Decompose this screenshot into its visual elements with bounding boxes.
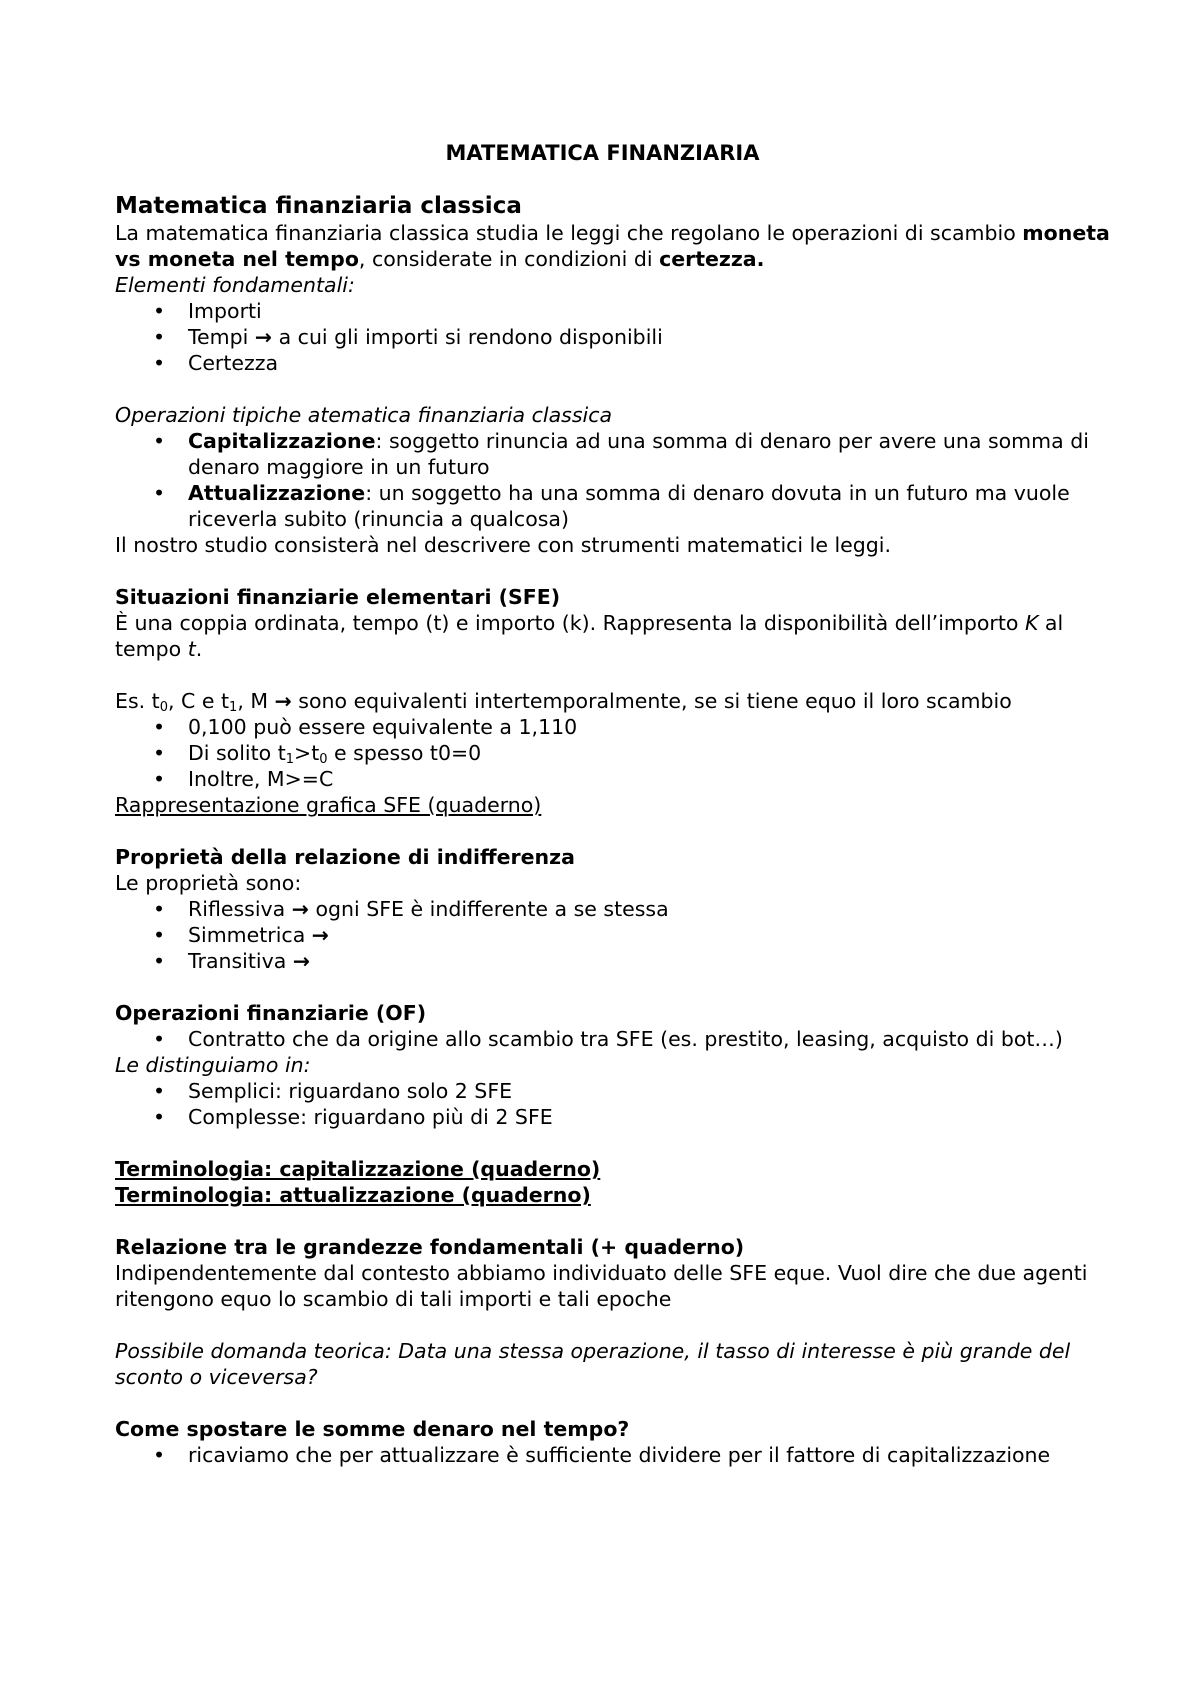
list-item-text: >t (294, 741, 320, 765)
example-text: Es. t (115, 689, 160, 713)
bullet-icon: • (153, 767, 166, 791)
section-heading-spostare: Come spostare le somme denaro nel tempo? (115, 1417, 630, 1441)
arrow-right-icon: → (311, 923, 329, 947)
distinguiamo-label: Le distinguiamo in: (115, 1053, 311, 1077)
section-heading-relazione: Relazione tra le grandezze fondamentali (+ quaderno) (115, 1235, 745, 1259)
operazioni-list (115, 428, 1120, 532)
document-title: MATEMATICA FINANZIARIA (445, 141, 760, 165)
list-item-text: Tempi (188, 325, 249, 349)
elementi-label: Elementi fondamentali: (115, 273, 355, 297)
section-heading-proprieta: Proprietà della relazione di indifferenza (115, 845, 575, 869)
bullet-icon: • (153, 429, 166, 453)
term-capitalizzazione: Capitalizzazione (188, 429, 376, 453)
list-item (115, 298, 1120, 324)
list-item-text: ogni SFE è indifferente a se stessa (315, 897, 669, 921)
bullet-icon: • (153, 325, 166, 349)
example-paragraph (115, 688, 1120, 714)
bullet-icon: • (153, 1027, 166, 1051)
bullet-icon: • (153, 923, 166, 947)
bullet-icon: • (153, 949, 166, 973)
bullet-icon: • (153, 715, 166, 739)
terminologia-attualizzazione: Terminologia: attualizzazione (quaderno) (115, 1183, 591, 1207)
intro-bold-certezza: certezza. (659, 247, 765, 271)
elementi-list (115, 298, 1120, 376)
of-list (115, 1026, 1120, 1052)
subscript: 1 (285, 752, 295, 767)
sfe-list (115, 714, 1120, 792)
conclusion-paragraph: Il nostro studio consisterà nel descrivere con strumenti matematici le leggi. (115, 533, 891, 557)
spostare-list (115, 1442, 1120, 1468)
list-item-text: Semplici: riguardano solo 2 SFE (188, 1079, 513, 1103)
intro-bold-term: moneta vs moneta nel tempo (115, 221, 1110, 271)
list-item-text: Importi (188, 299, 262, 323)
list-item (115, 896, 1120, 922)
definition-text: È una coppia ordinata, tempo (t) e importo (k). Rappresenta la disponibilità dell’importo (115, 611, 1025, 635)
proprieta-intro: Le proprietà sono: (115, 871, 302, 895)
subscript: 0 (319, 752, 328, 767)
bullet-icon: • (153, 741, 166, 765)
term-attualizzazione: Attualizzazione (188, 481, 366, 505)
list-item-text: Transitiva (188, 949, 287, 973)
list-item (115, 1078, 1120, 1104)
intro-text: La matematica finanziaria classica studia le leggi che regolano le operazioni di scambio (115, 221, 1023, 245)
intro-paragraph (115, 220, 1120, 272)
list-item (115, 480, 1120, 532)
list-item (115, 714, 1120, 740)
theory-question: Possibile domanda teorica: Data una stessa operazione, il tasso di interesse è più grande del sconto o viceversa? (115, 1339, 1071, 1389)
example-text: , C e t (168, 689, 230, 713)
bullet-icon: • (153, 299, 166, 323)
terminologia-capitalizzazione: Terminologia: capitalizzazione (quaderno) (115, 1157, 601, 1181)
list-item-text: e spesso t0=0 (327, 741, 482, 765)
list-item (115, 1442, 1120, 1468)
arrow-right-icon: → (254, 325, 273, 349)
list-item (115, 948, 1120, 974)
list-item-text: Inoltre, M>=C (188, 767, 334, 791)
arrow-right-icon: → (291, 897, 309, 921)
list-item (115, 740, 1120, 766)
list-item-text: Certezza (188, 351, 279, 375)
list-item-text: Riflessiva (188, 897, 286, 921)
arrow-right-icon: → (274, 689, 292, 713)
var-k: K (1024, 611, 1039, 635)
list-item (115, 324, 1120, 350)
var-t: t (187, 637, 196, 661)
bullet-icon: • (153, 1079, 166, 1103)
relazione-body: Indipendentemente dal contesto abbiamo individuato delle SFE eque. Vuol dire che due agenti ritengono equo lo scambio di tali importi e tali epoche (115, 1261, 1088, 1311)
list-item-text: Complesse: riguardano più di 2 SFE (188, 1105, 553, 1129)
list-item-text: : soggetto rinuncia ad una somma di denaro per avere una somma di denaro maggiore in un futuro (188, 429, 1089, 479)
example-text: , M (237, 689, 269, 713)
bullet-icon: • (153, 1105, 166, 1129)
list-item-text: Contratto che da origine allo scambio tra SFE (es. prestito, leasing, acquisto di bot…) (188, 1027, 1063, 1051)
list-item-text: 0,100 può essere equivalente a 1,110 (188, 715, 578, 739)
subscript: 1 (229, 700, 238, 715)
intro-text-mid: , considerate in condizioni di (358, 247, 660, 271)
list-item-text: : un soggetto ha una somma di denaro dovuta in un futuro ma vuole riceverla subito (rinuncia a qualcosa) (188, 481, 1070, 531)
list-item-text: Di solito t (188, 741, 286, 765)
list-item (115, 922, 1120, 948)
list-item-text: a cui gli importi si rendono disponibili (278, 325, 663, 349)
list-item (115, 1104, 1120, 1130)
of-types-list (115, 1078, 1120, 1130)
list-item (115, 766, 1120, 792)
definition-text: . (195, 637, 203, 661)
example-text: sono equivalenti intertemporalmente, se si tiene equo il loro scambio (298, 689, 1012, 713)
sfe-graphic-note: Rappresentazione grafica SFE (quaderno) (115, 793, 542, 817)
bullet-icon: • (153, 481, 166, 505)
bullet-icon: • (153, 1443, 166, 1467)
subscript: 0 (159, 700, 168, 715)
bullet-icon: • (153, 897, 166, 921)
list-item-text: Simmetrica (188, 923, 306, 947)
operazioni-label: Operazioni tipiche atematica finanziaria classica (115, 403, 613, 427)
list-item (115, 1026, 1120, 1052)
bullet-icon: • (153, 351, 166, 375)
section-heading-classica: Matematica finanziaria classica (115, 193, 522, 219)
list-item (115, 428, 1120, 480)
sfe-definition (115, 610, 1120, 662)
list-item (115, 350, 1120, 376)
definition-text: al tempo (115, 611, 1064, 661)
proprieta-list (115, 896, 1120, 974)
arrow-right-icon: → (292, 949, 311, 973)
list-item-text: ricaviamo che per attualizzare è sufficiente dividere per il fattore di capitalizzazione (188, 1443, 1051, 1467)
section-heading-sfe: Situazioni finanziarie elementari (SFE) (115, 585, 561, 609)
section-heading-of: Operazioni finanziarie (OF) (115, 1001, 427, 1025)
